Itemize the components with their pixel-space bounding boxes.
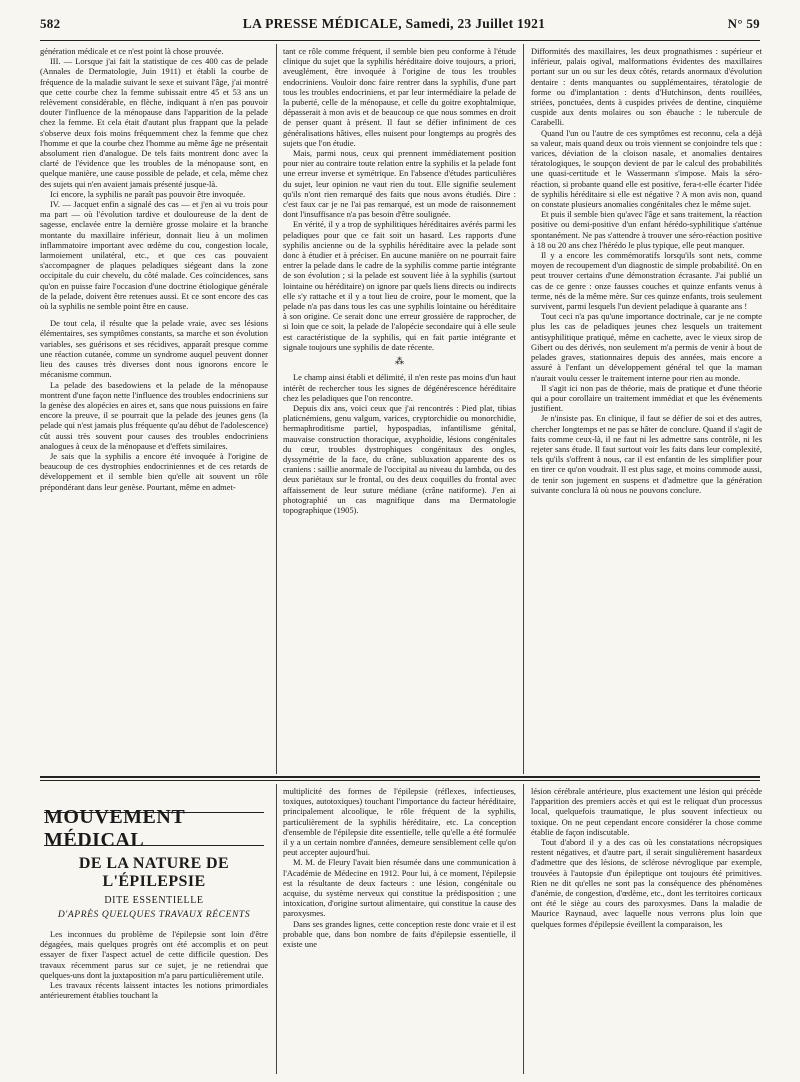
column-divider bbox=[276, 44, 277, 774]
paragraph: Il s'agit ici non pas de théorie, mais de pratique et d'une théorie qui a pour corollaire un traitement immédiat et que les événements justifient. bbox=[531, 382, 762, 414]
paragraph: Je sais que la syphilis a encore été invoquée à l'origine de beaucoup de ces dystrophies endocriniennes et de ces retards de développement et il semble bien qu'elle ait souvent un rôle prépondérant dans leur genèse. Pourtant, même en admet- bbox=[40, 450, 268, 492]
paragraph: De tout cela, il résulte que la pelade vraie, avec ses lésions élémentaires, ses symptômes constants, sa marche et son évolution variables, ses guérisons et ses récidives, apparaît presque comme une réaction cutanée, comme un syndrome auquel peuvent donner lieu des causes très diverses dont nous ignorons encore le mécanisme commun. bbox=[40, 318, 268, 380]
paragraph: III. — Lorsque j'ai fait la statistique de ces 400 cas de pelade (Annales de Dermatologie, Juin 1911) et établi la courbe de fréquence de la maladie suivant le sexe et suivant l'âge, j'ai montré que cette courbe chez la femme subissait entre 45 et 53 ans un relèvement considérable, en flèche, indiquant à n'en pas pouvoir douter l'influence de la ménopause dans l'apparition de la pelade chez la femme. Et cela était d'autant plus frappant que la pelade s'observe deux fois moins fréquemment chez la femme que chez l'homme et que la courbe chez l'homme au même âge ne présentait absolument rien d'analogue. De tels faits montrent donc avec la clarté de l'évidence que les troubles de la ménopause sont, en quelque manière, une cause possible de pelade, et cela, même chez des sujets qui n'en avaient jamais présenté jusque-là. bbox=[40, 56, 268, 189]
paragraph: En vérité, il y a trop de syphilitiques héréditaires avérés parmi les peladiques pour que ce fait soit un hasard. Les rapports d'une syphilis ancienne ou de la syphilis héréditaire avec la pelade sont donc à étudier et à préciser. En aucune manière on ne pourrait faire entrer la pelade dans le cadre de la syphilis comme partie intégrante de son évolution ; si la pelade est souvent liée à la syphilis (surtout lointaine ou héréditaire) on ignore par quels liens directs ou indirects elle s'y rattache et il y a tout lieu de croire, pour le moment, que la pelade n'a pas dans tous les cas une syphilis lointaine ou héréditaire à son origine. Ce serait donc une erreur grossière de rapprocher, de si loin que ce soit, la pelade de l'alopécie secondaire qui à elle seule est caractéristique de la syphilis, qui en fait partie intégrante et signale toujours une syphilis de date récente. bbox=[283, 219, 516, 352]
bottom-column-1 bbox=[40, 929, 268, 1074]
column-divider bbox=[523, 44, 524, 774]
article-byline: D'APRÈS QUELQUES TRAVAUX RÉCENTS bbox=[57, 910, 251, 920]
paragraph: Quand l'un ou l'autre de ces symptômes est reconnu, cela a déjà sa valeur, mais quand deux ou trois viennent se conjoindre tels que : varices, déviation de la cloison nasale, et anomalies dentaires tératologiques, le soupçon devient de par le calcul des probabilités une quasi-certitude et le Wassermann s'impose. Mais la séro-réaction, si probante quand elle est positive, fera-t-elle écarter l'idée de syphilis héréditaire si elle est négative ? A mon avis non, quand on constate plusieurs anomalies congénitales chez le même sujet. bbox=[531, 127, 762, 210]
paragraph: Le champ ainsi établi et délimité, il n'en reste pas moins d'un haut intérêt de rechercher tous les signes de dégénérescence héréditaire chez les peladiques que l'on rencontre. bbox=[283, 372, 516, 403]
paragraph: Tout d'abord il y a des cas où les constatations nécropsiques restent négatives, et d'autre part, il serait singulièrement hasardeux d'admettre que des lésions, de sclérose névroglique par exemple, trouvées à l'autopsie d'un épileptique ont toujours été primitives. Rien ne dit qu'elles ne sont pas la conséquence des phénomènes d'anémie, de congestion, d'œdème, etc., dont les territoires corticaux ont été le siège au cours des paroxysmes. Dans la maladie de Maurice Raynaud, avec laquelle nous verrons plus loin que quelques formes d'épilepsie éveillent la comparaison, les bbox=[531, 837, 762, 929]
paragraph: Les inconnues du problème de l'épilepsie sont loin d'être dégagées, mais quelques progrès ont été accomplis et on peut essayer de fixer l'aspect actuel de cette difficile question. Des travaux récemment parus sur ce sujet, je ne retiendrai que quelques-uns dont la juxtaposition m'a paru particulièrement utile. bbox=[40, 929, 268, 980]
paragraph: IV. — Jacquet enfin a signalé des cas — et j'en ai vu trois pour ma part — où l'évolution tardive et douloureuse de la dent de sagesse, enclavée entre la dernière grosse molaire et la branche montante du maxillaire inférieur, donnait lieu à un molimen inflammatoire important avec œdème du cou, congestion locale, larmoiement unilatéral, etc., et que ces cas pouvaient s'accompagner de plaques peladiques siégeant dans la zone occipitale du cuir chevelu, du côté malade. Ces coïncidences, sans qu'on en puisse faire l'occasion d'une doctrine étiologique générale de la pelade, doivent être retenues aussi. Et ce sont encore des cas où la syphilis ne semble point être en cause. bbox=[40, 199, 268, 312]
section-rule bbox=[40, 780, 760, 781]
paragraph: Difformités des maxillaires, les deux prognathismes : supérieur et inférieur, palais ogival, malformations évidentes des maxillaires portant sur un ou sur les deux côtés, retards anormaux d'évolution dentaire : dents manquantes ou supplémentaires, tératologie de forme ou d'implantation : dents d'Hutchinson, dents rouillées, striées, ponctuées, dents à cuspides privées de dentine, cinquième cuspide aux dents molaires ou son ébauche : le tubercule de Carabelli. bbox=[531, 46, 762, 128]
paragraph: La pelade des basedowiens et la pelade de la ménopause montrent d'une façon nette l'influence des troubles endocriniens sur la genèse des alopécies en aires et, sans que nous puissions en faire encore la preuve, il se pourrait que la pelade des jeunes gens (la pelade qui n'est jamais plus fréquente qu'au début de l'adolescence) cût aussi très souvent pour causes des troubles endocriniens analogues à ceux de la ménopause et d'effets similaires. bbox=[40, 379, 268, 451]
section-separator-stars: ⁂ bbox=[395, 356, 404, 367]
bottom-column-2 bbox=[283, 786, 516, 1074]
article-title: DE LA NATURE DE L'ÉPILEPSIE bbox=[78, 855, 230, 890]
top-column-1 bbox=[40, 46, 268, 771]
section-rule bbox=[40, 776, 760, 778]
page-header bbox=[40, 16, 760, 38]
paragraph: Dans ses grandes lignes, cette conception reste donc vraie et il est probable que, dans bon nombre de faits d'épilepsie essentielle, il existe une bbox=[283, 918, 516, 950]
column-divider bbox=[523, 784, 524, 1074]
top-column-3 bbox=[531, 46, 762, 771]
paragraph: multiplicité des formes de l'épilepsie (réflexes, infectieuses, toxiques, autotoxiques) touchant l'importance du facteur héréditaire, principalement alcoolique, le rôle fréquent de la syphilis, particulièrement de la syphilis héréditaire, etc. La conception d'ensemble de l'épilepsie dite essentielle, telle qu'elle a été formulée il y a un certain nombre d'années, demeure sensiblement celle qu'on peut accepter aujourd'hui. bbox=[283, 786, 516, 858]
paragraph: Depuis dix ans, voici ceux que j'ai rencontrés : Pied plat, tibias platicnémiens, genu valgum, varices, cryptorchidie ou monorchidie, hermaphroditisme partiel, hypospadias, infantilisme génital, mauvaise construction thoracique, axyphoïdie, lésions congénitales du cœur, troubles dystrophiques congénitaux des ongles, dyssymétrie de la face, du crâne, subluxation apparente des os craniens : saillie anormale de l'occipital au niveau du lambda, ou des deux pariétaux sur le frontal, ou des deux coquilles du frontal avec affaissement de leur suture médiane (crâne natiforme). J'en ai photographié un cas magnifique dans ma Dermatologie topographique (1905). bbox=[283, 402, 516, 515]
paragraph: Ici encore, la syphilis ne paraît pas pouvoir être invoquée. bbox=[50, 188, 246, 199]
paragraph: Et puis il semble bien qu'avec l'âge et sans traitement, la réaction positive ou demi-positive d'un enfant hérédo-syphilitique s'atténue spontanément. Ne pas s'attendre à trouver une séro-réaction positive à 18 ou 20 ans chez l'hérédo le plus typique, elle peut manquer. bbox=[531, 209, 762, 250]
paragraph: Les travaux récents laissent intactes les notions primordiales antérieurement établies touchant la bbox=[40, 980, 268, 1001]
section-heading: MOUVEMENT MÉDICAL bbox=[44, 812, 264, 846]
paragraph: lésion cérébrale antérieure, plus exactement une lésion qui précède l'apparition des premiers accès et qui est le reliquat d'un processus local, quelquefois traumatique, le plus souvent infectieux ou toxique. On ne peut cependant encore considérer la chose comme établie de façon indiscutable. bbox=[531, 786, 762, 837]
journal-title: LA PRESSE MÉDICALE, Samedi, 23 Juillet 1921 bbox=[242, 16, 546, 31]
paragraph: M. M. de Fleury l'avait bien résumée dans une communication à l'Académie de Médecine en 1912. Pour lui, à ce moment, l'épilepsie est la résultante de deux facteurs : une lésion, congénitale ou acquise, du système nerveux qui constitue la prédisposition ; une intoxication, d'origine surtout alimentaire, qui constitue la cause des paroxysmes. bbox=[283, 857, 516, 919]
paragraph: Je n'insiste pas. En clinique, il faut se défier de soi et des autres, chercher longtemps et ne pas se hâter de conclure. Quand il s'agit de faits comme ceux-là, il ne faut ni les admettre sans contrôle, ni les rejeter sans étude. Il faut surtout voir les faits dans leur complexité, tels qu'ils s'offrent à nous, car il est enfantin de les simplifier pour en tirer ce qu'on voudrait. Il est plus sage, et moins commode aussi, de tenir son jugement en suspens et d'admettre que la génération suivante conclura là où nous ne pouvons conclure. bbox=[531, 413, 762, 495]
paragraph: tant ce rôle comme fréquent, il semble bien peu conforme à l'étude clinique du sujet que la syphilis héréditaire doive toujours, a priori, aveuglément, être invoquée à l'origine de tous les troubles endocriniens. Vouloir donc faire rentrer dans la syphilis, d'une part tous les troubles endocriniens, et par leur intermédiaire la pelade de la puberté, celle de la ménopause, et celle du goitre exophtalmique, dépasserait à mon avis et de beaucoup ce que nous sommes en droit de penser quant à présent. Il faut se défier infiniment de ces généralisations hâtives, elles nuisent pour longtemps au progrès des sujets que l'on étudie. bbox=[283, 46, 516, 148]
column-divider bbox=[276, 784, 277, 1074]
paragraph: Il y a encore les commémoratifs lorsqu'ils sont nets, comme moyen de recoupement d'un diagnostic de simple probabilité. On en peut trouver certains d'une démonstration écrasante. J'ai publié un cas de ce genre : onze fausses couches et quinze enfants venus à terme, nés de la même mère. Sur ces quinze enfants, trois seulement survivent, parmi lesquels l'un devient peladique à quarante ans ! bbox=[531, 250, 762, 312]
page-number: 582 bbox=[40, 16, 61, 31]
paragraph: Mais, parmi nous, ceux qui prennent immédiatement position pour nier au contraire toute relation entre la syphilis et la pelade font une erreur inverse et symétrique. En l'absence d'études particulières du sujet, leur opinion ne vaut rien du tout. Elle signifie seulement qu'ils n'ont rien remarqué des faits que nous avons étudiés. Dire : c'est faux car je ne l'ai pas remarqué, est un mode de raisonnement dont l'insuffisance n'a pas besoin d'être soulignée. bbox=[283, 148, 516, 220]
issue-number: N° 59 bbox=[727, 16, 760, 31]
top-column-2 bbox=[283, 46, 516, 771]
paragraph: Tout ceci n'a pas qu'une importance doctrinale, car je ne compte plus les cas de peladiques jeunes chez lesquels un traitement antisyphilitique pratiqué, même en cachette, avec le vieux sirop de Gibert ou des dérivés, non seulement m'a permis de venir à bout de pelades graves, stationnaires depuis des années, mais encore a assuré à l'enfant un développement général tel que la maman n'aurait voulu cesser le traitement interne pour rien au monde. bbox=[531, 311, 762, 383]
article-subtitle: DITE ESSENTIELLE bbox=[104, 895, 204, 906]
paragraph: génération médicale et ce n'est point là chose prouvée. bbox=[40, 46, 224, 56]
bottom-column-3 bbox=[531, 786, 762, 1074]
header-rule bbox=[40, 40, 760, 41]
article-title-block bbox=[40, 855, 268, 920]
